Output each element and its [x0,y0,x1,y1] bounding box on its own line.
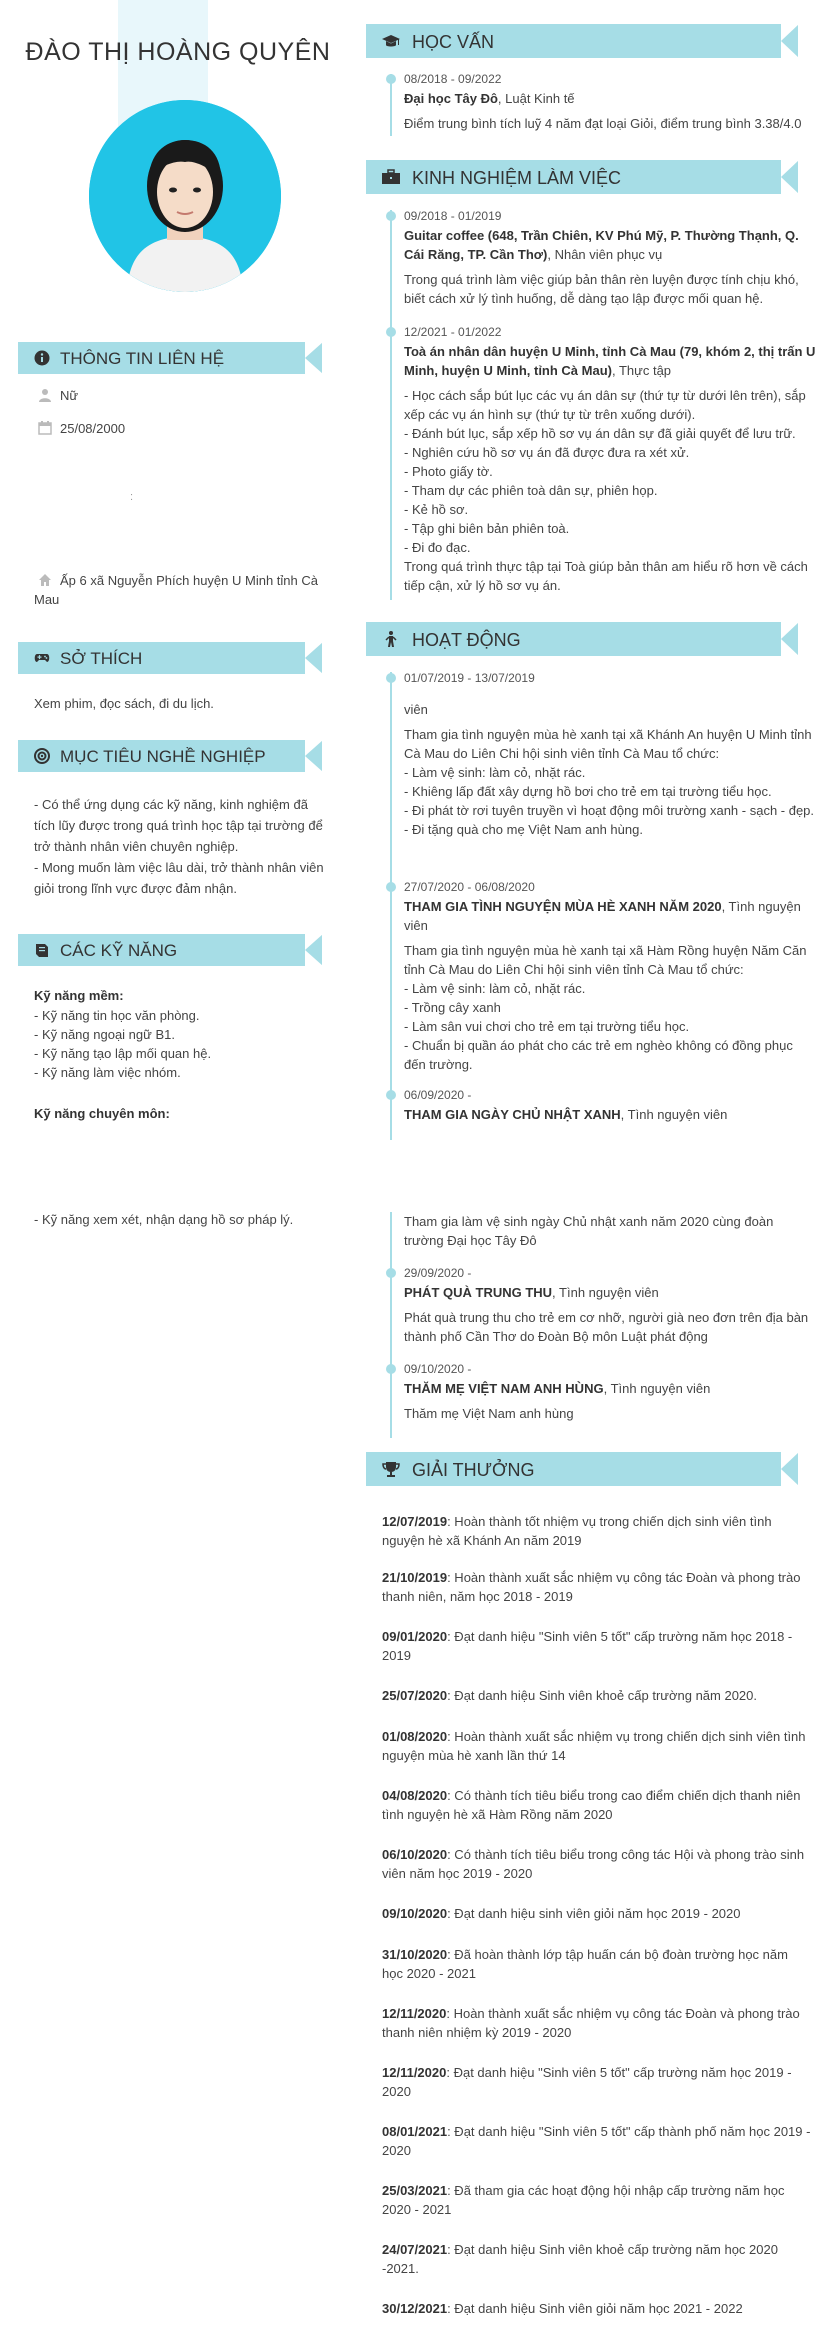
award-date: 12/11/2020 [382,2065,447,2080]
award-text: : Có thành tích tiêu biểu trong cao điểm chiến dịch thanh niên tình nguyện hè xã Hàm Rồng năm 2020 [382,1788,801,1822]
book-icon [34,942,50,958]
activity-role: viên [404,702,428,717]
activity-desc: Phát quà trung thu cho trẻ em cơ nhỡ, người già neo đơn trên địa bàn thành phố Cần Thơ do Đoàn Bộ môn Luật phát động [404,1310,809,1344]
section-title: THÔNG TIN LIÊN HỆ [60,349,225,368]
experience-org: Guitar coffee (648, Trần Chiên, KV Phú Mỹ, P. Thường Thạnh, Q. Cái Răng, TP. Cần Thơ) [404,228,799,262]
timeline-dot [386,882,396,892]
award-text: : Hoàn thành xuất sắc nhiệm vụ công tác Đoàn và phong trào thanh niên, năm học 2018 - 2019 [382,1570,801,1604]
right-column [366,0,816,2340]
section-header-hobbies [18,642,322,674]
timeline-line [390,1212,392,1438]
award-item [382,2299,812,2318]
award-item [382,2063,812,2101]
experience-role: , Nhân viên phục vụ [547,247,663,262]
award-date: 09/01/2020 [382,1629,448,1644]
section-title: CÁC KỸ NĂNG [60,941,178,960]
timeline-dot [386,327,396,337]
activity-date: 01/07/2019 - 13/07/2019 [404,671,535,685]
timeline-dot [386,211,396,221]
award-date: 31/10/2020 [382,1947,448,1962]
experience-date: 12/2021 - 01/2022 [404,325,502,339]
calendar-icon [38,421,52,435]
award-date: 01/08/2020 [382,1729,448,1744]
timeline-dot [386,673,396,683]
candidate-name: ĐÀO THỊ HOÀNG QUYÊN [25,38,331,66]
experience-desc: Trong quá trình làm việc giúp bản thân rèn luyện được tính chịu khó, biết cách xử lý tình huống, dễ dàng tạo lập được mối quan hệ. [404,272,799,306]
section-header-awards [366,1452,798,1486]
education-desc: Điểm trung bình tích luỹ 4 năm đạt loại Giỏi, điểm trung bình 3.38/4.0 [404,116,802,131]
activity-item [404,669,816,839]
activity-desc-continued: Tham gia làm vệ sinh ngày Chủ nhật xanh năm 2020 cùng đoàn trường Đại học Tây Đô [404,1214,774,1248]
activity-role: , Tình nguyện viên [404,899,801,933]
education-major: , Luật Kinh tế [497,91,575,106]
avatar [89,100,281,292]
award-date: 30/12/2021 [382,2301,448,2316]
activity-org: THAM GIA NGÀY CHỦ NHẬT XANH [404,1107,621,1122]
award-text: : Đạt danh hiệu Sinh viên khoẻ cấp trường năm học 2020 -2021. [382,2242,778,2276]
award-text: : Đã tham gia các hoạt động hội nhập cấp trường năm học 2020 - 2021 [382,2183,785,2217]
section-header-objective [18,740,322,772]
award-date: 12/07/2019 [382,1514,448,1529]
section-title: SỞ THÍCH [60,649,143,668]
award-item [382,1845,812,1883]
section-title: KINH NGHIỆM LÀM VIỆC [412,168,622,188]
pro-skills-label-text: Kỹ năng chuyên môn [34,1106,166,1121]
timeline-dot [386,1268,396,1278]
address-value: Ấp 6 xã Nguyễn Phích huyện U Minh tỉnh Cà Mau [34,573,318,607]
activity-item [404,1086,816,1124]
section-header-skills [18,934,322,966]
activity-org: THĂM MẸ VIỆT NAM ANH HÙNG [404,1381,604,1396]
graduation-cap-icon [382,33,400,49]
left-column [0,0,340,2340]
education-date: 08/2018 - 09/2022 [404,72,502,86]
briefcase-icon [382,169,400,185]
activity-item [404,1360,816,1423]
section-title: GIẢI THƯỞNG [412,1460,535,1480]
experience-date: 09/2018 - 01/2019 [404,209,502,223]
award-text: : Đã hoàn thành lớp tập huấn cán bộ đoàn trường học năm học 2020 - 2021 [382,1947,788,1981]
activity-desc: Thăm mẹ Việt Nam anh hùng [404,1406,574,1421]
activity-date: 27/07/2020 - 06/08/2020 [404,880,535,894]
activity-date: 29/09/2020 - [404,1266,472,1280]
award-item [382,2181,812,2219]
education-item [404,70,816,133]
target-icon [34,748,50,764]
award-date: 08/01/2021 [382,2124,448,2139]
pro-skills-label: Kỹ năng chuyên môn: [34,1106,170,1121]
experience-org: Toà án nhân dân huyện U Minh, tỉnh Cà Mau (79, khóm 2, thị trấn U Minh, huyện U Minh, tỉnh Cà Mau) [404,344,816,378]
award-text: : Đạt danh hiệu "Sinh viên 5 tốt" cấp trường năm học 2018 - 2019 [382,1629,793,1663]
experience-role: , Thực tập [611,363,672,378]
experience-desc: - Học cách sắp bút lục các vụ án dân sự (thứ tự từ dưới lên trên), sắp xếp các vụ án hình sự (thứ tự từ trên xuống dưới). - Đánh bút lục, sắp xếp hồ sơ vụ án dân sự đã giải quyết để lưu trữ. - Nghiên cứu hồ sơ vụ án đã được đưa ra xét xử. - Photo giấy tờ. - Tham dự các phiên toà dân sự, phiên họp. - Kẻ hồ sơ. - Tập ghi biên bản phiên toà. - Đi đo đạc. Trong quá trình thực tập tại Toà giúp bản thân am hiểu rõ hơn về cách tiếp cận, xử lý hồ sơ vụ án. [404,388,808,593]
award-date: 24/07/2021 [382,2242,448,2257]
award-date: 12/11/2020 [382,2006,447,2021]
timeline-dot [386,1364,396,1374]
award-item [382,2240,812,2278]
gender-value: Nữ [60,388,79,403]
section-title: HOẠT ĐỘNG [412,630,521,650]
award-item [382,1727,812,1765]
gamepad-icon [34,650,50,666]
award-item [382,1568,812,1606]
info-icon [34,350,50,366]
award-date: 06/10/2020 [382,1847,448,1862]
award-item [382,1627,812,1665]
award-text: : Có thành tích tiêu biểu trong công tác Hội và phong trào sinh viên năm học 2019 - 2020 [382,1847,805,1881]
timeline-dot [386,74,396,84]
award-item [382,2004,812,2042]
award-date: 09/10/2020 [382,1906,448,1921]
award-date: 21/10/2019 [382,1570,448,1585]
activity-org: THAM GIA TÌNH NGUYỆN MÙA HÈ XANH NĂM 2020 [404,899,722,914]
award-text: : Hoàn thành xuất sắc nhiệm vụ công tác Đoàn và phong trào thanh niên nhiệm kỳ 2019 - 2020 [382,2006,800,2040]
award-date: 25/03/2021 [382,2183,448,2198]
section-header-education [366,24,798,58]
activity-item [404,1264,816,1346]
birthday-value: 25/08/2000 [60,421,126,436]
award-text: : Đạt danh hiệu sinh viên giỏi năm học 2019 - 2020 [447,1906,741,1921]
portrait-photo [89,100,281,292]
activity-date: 09/10/2020 - [404,1362,472,1376]
experience-item [404,323,816,595]
objective-text: - Có thể ứng dụng các kỹ năng, kinh nghiệm đã tích lũy được trong quá trình học tập tại trường để trở thành nhân viên chuyên nghiệp. - Mong muốn làm việc lâu dài, trở thành nhân viên giỏi trong lĩnh vực được đảm nhận. [34,797,324,896]
section-header-experience [366,160,798,194]
soft-skills-label: Kỹ năng mềm: [34,988,124,1003]
award-text: : Đạt danh hiệu "Sinh viên 5 tốt" cấp trường năm học 2019 - 2020 [382,2065,792,2099]
award-item [382,1904,812,1923]
award-text: : Đạt danh hiệu Sinh viên khoẻ cấp trường năm 2020. [447,1688,758,1703]
contact-separator: : [130,491,134,503]
experience-item [404,207,816,308]
award-date: 25/07/2020 [382,1688,448,1703]
timeline-dot [386,1090,396,1100]
activity-item [404,878,816,1074]
award-item [382,1786,812,1824]
activity-org: PHÁT QUÀ TRUNG THU [404,1285,553,1300]
user-icon [38,388,52,402]
trophy-icon [382,1461,400,1477]
person-running-icon [382,631,400,647]
activity-desc: Tham gia tình nguyện mùa hè xanh tại xã Khánh An huyện U Minh tỉnh Cà Mau do Liên Chi hội sinh viên tỉnh Cà Mau tổ chức: - Làm vệ sinh: làm cỏ, nhặt rác. - Khiêng lấp đất xây dựng hồ bơi cho trẻ em tại trường tiểu học. - Đi phát tờ rơi tuyên truyền vì hoạt động môi trường xanh - sạch - đẹp. - Đi tặng quà cho mẹ Việt Nam anh hùng. [404,727,815,837]
award-text: : Hoàn thành tốt nhiệm vụ trong chiến dịch sinh viên tình nguyện hè xã Khánh An năm 2019 [382,1514,772,1548]
award-text: : Hoàn thành xuất sắc nhiệm vụ trong chiến dịch sinh viên tình nguyện mùa hè xanh lần thứ 14 [382,1729,806,1763]
award-item [382,1686,812,1705]
award-date: 04/08/2020 [382,1788,448,1803]
award-text: : Đạt danh hiệu Sinh viên giỏi năm học 2021 - 2022 [447,2301,743,2316]
soft-skills-label-text: Kỹ năng mềm [34,988,120,1003]
activity-role: , Tình nguyện viên [552,1285,659,1300]
soft-skills-list: - Kỹ năng tin học văn phòng. - Kỹ năng ngoại ngữ B1. - Kỹ năng tạo lập mối quan hệ. - Kỹ năng làm việc nhóm. [34,1008,212,1080]
section-title: MỤC TIÊU NGHỀ NGHIỆP [60,747,266,766]
section-header-activities [366,622,798,656]
activity-role: , Tình nguyện viên [603,1381,711,1396]
activity-date: 06/09/2020 - [404,1088,472,1102]
activity-role: , Tình nguyện viên [620,1107,728,1122]
section-title: HỌC VẤN [412,32,495,52]
section-header-contact [18,342,322,374]
hobbies-text: Xem phim, đọc sách, đi du lịch. [34,696,214,711]
pro-skills-list: - Kỹ năng xem xét, nhận dạng hồ sơ pháp lý. [34,1212,294,1227]
activity-desc: Tham gia tình nguyện mùa hè xanh tại xã Hàm Rồng huyện Năm Căn tỉnh Cà Mau do Liên Chi hội sinh viên tỉnh Cà Mau tổ chức: - Làm vệ sinh: làm cỏ, nhặt rác. - Trồng cây xanh - Làm sân vui chơi cho trẻ em tại trường tiểu học. - Chuẩn bị quần áo phát cho các trẻ em nghèo không có đồng phục đến trường. [404,943,807,1072]
education-school: Đại học Tây Đô [404,91,498,106]
award-item [382,1512,812,1550]
timeline-line [390,210,392,600]
timeline-line [390,672,392,1140]
award-item [382,1945,812,1983]
award-item [382,2122,812,2160]
award-text: : Đạt danh hiệu "Sinh viên 5 tốt" cấp thành phố năm học 2019 - 2020 [382,2124,811,2158]
